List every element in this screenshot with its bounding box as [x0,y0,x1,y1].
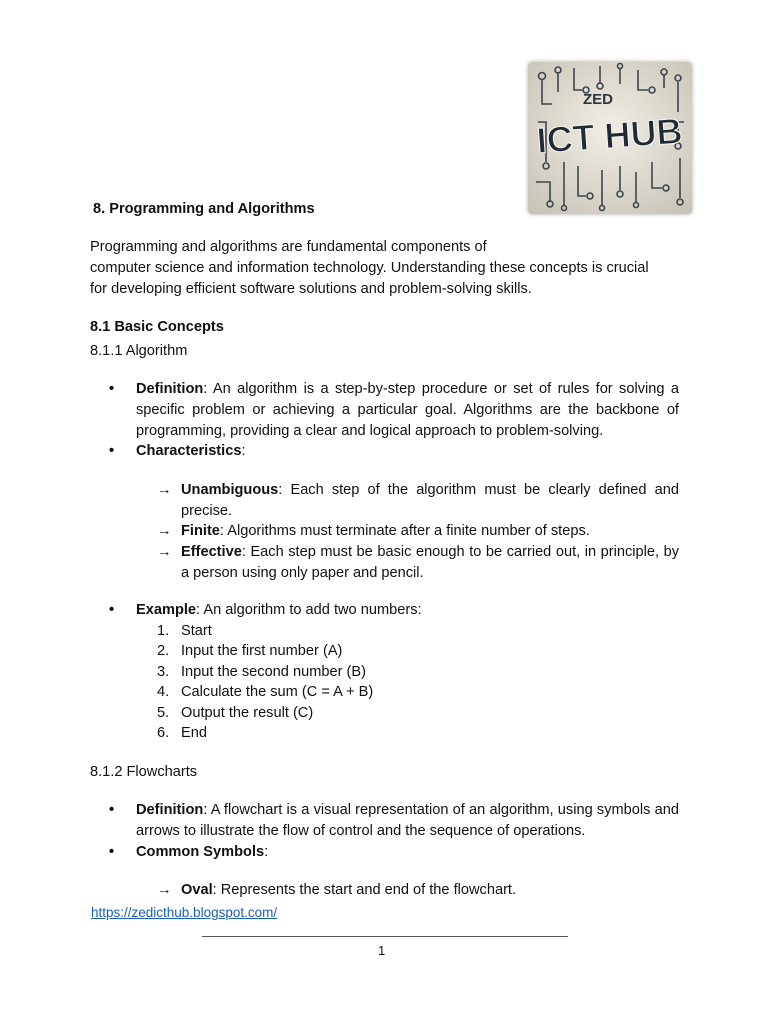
definition-text: : An algorithm is a step-by-step procedure or set of rules for solving a specific problem or achieving a particular goal. Algorithms are the backbone of programming, providing a clear and logical approach to problem-solving. [136,381,679,439]
step-text: Start [181,623,212,639]
common-symbols-label: Common Symbols [136,844,265,860]
step-number: 5. [157,705,170,721]
definition-bullet [109,379,679,441]
algorithm-heading: 8.1.1 Algorithm [90,343,188,359]
section-title: 8. Programming and Algorithms [93,201,315,217]
list-item [157,621,212,642]
bullet-icon: • [109,381,115,397]
arrow-icon: → [157,482,172,498]
characteristic-text: : Algorithms must terminate after a finite number of steps. [219,523,590,539]
bullet-icon: • [109,802,115,818]
characteristics-bullet [109,441,679,462]
bullet-icon: • [109,443,115,459]
list-item [157,723,207,744]
definition-label: Definition [136,381,204,397]
page-number: 1 [378,943,386,958]
step-number: 2. [157,643,170,659]
step-number: 3. [157,664,170,680]
list-item [157,662,366,683]
symbol-item [157,880,679,901]
step-number: 6. [157,725,170,741]
characteristic-text: : Each step must be basic enough to be carried out, in principle, by a person using only paper and pencil. [181,544,679,581]
logo-ict-hub-text: ICT HUB [535,109,684,162]
intro-paragraph [90,237,680,299]
step-text: Output the result (C) [181,705,314,721]
characteristic-label: Finite [181,523,220,539]
intro-line: Programming and algorithms are fundamental components of [90,239,487,255]
symbol-label: Oval [181,882,213,898]
example-text: : An algorithm to add two numbers: [196,602,422,618]
definition-label: Definition [136,802,204,818]
list-item [157,641,342,662]
common-symbols-colon: : [264,844,269,860]
flowcharts-heading: 8.1.2 Flowcharts [90,764,198,780]
arrow-icon: → [157,523,172,539]
zed-ict-hub-logo [528,62,692,214]
example-bullet [109,600,679,621]
step-number: 4. [157,684,170,700]
common-symbols-bullet [109,842,679,863]
example-label: Example [136,602,197,618]
characteristic-item [157,480,679,522]
characteristics-label: Characteristics [136,443,242,459]
blog-link[interactable]: https://zedicthub.blogspot.com/ [91,905,278,920]
bullet-icon: • [109,602,115,618]
characteristic-item [157,521,679,542]
bullet-icon: • [109,844,115,860]
arrow-icon: → [157,544,172,560]
step-text: Input the second number (B) [181,664,366,680]
logo-zed-text: ZED [583,91,613,108]
symbol-text: : Represents the start and end of the flowchart. [212,882,517,898]
arrow-icon: → [157,882,172,898]
step-text: Calculate the sum (C = A + B) [181,684,374,700]
characteristics-colon: : [241,443,246,459]
step-text: End [181,725,207,741]
list-item [157,703,313,724]
characteristic-text: : Each step of the algorithm must be clearly defined and precise. [181,482,679,519]
step-number: 1. [157,623,170,639]
intro-line: computer science and information technology. Understanding these concepts is crucial [90,259,649,276]
characteristic-label: Unambiguous [181,482,279,498]
characteristic-label: Effective [181,544,242,560]
characteristic-item [157,542,679,584]
definition-text: : A flowchart is a visual representation of an algorithm, using symbols and arrows to illustrate the flow of control and the sequence of operations. [136,802,679,839]
basic-concepts-heading: 8.1 Basic Concepts [90,319,224,335]
flowchart-definition-bullet [109,800,679,842]
intro-line: for developing efficient software solutions and problem-solving skills. [90,280,532,297]
footer-divider [202,936,568,937]
list-item [157,682,373,703]
step-text: Input the first number (A) [181,643,343,659]
